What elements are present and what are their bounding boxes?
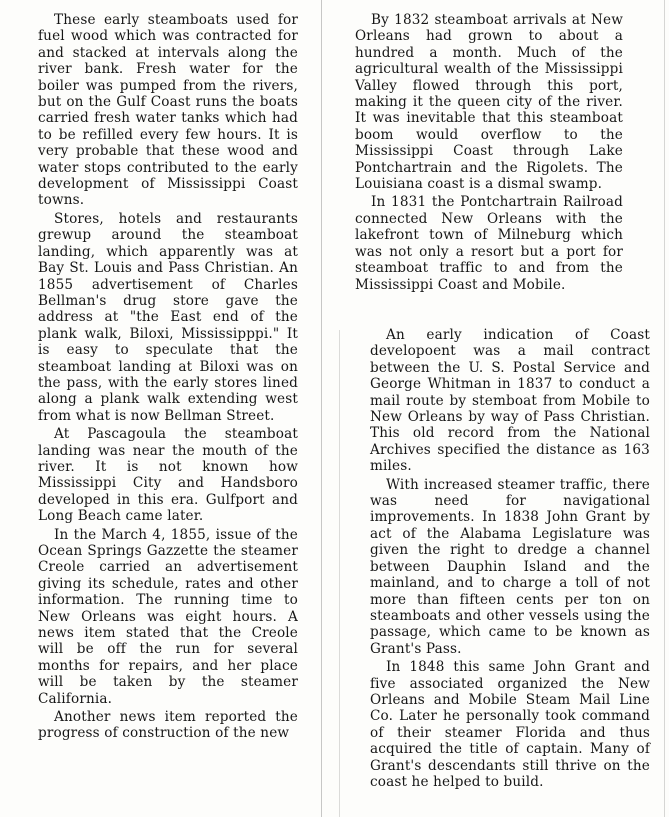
right-column <box>355 12 623 295</box>
paragraph: In 1848 this same John Grant and five associated organized the New Orleans and Mobile Steam Mail Line Co. Later he personally took command of their steamer Florida and thus acquired the title of captain. Many of Grant's descendants still thrive on the coast he helped to build. <box>370 659 650 790</box>
left-column <box>38 12 298 744</box>
paragraph: Another news item reported the progress of construction of the new <box>38 709 298 742</box>
paragraph: An early indication of Coast developoent was a mail contract between the U. S. Postal Service and George Whitman in 1837 to conduct a mail route by stemboat from Mobile to New Orleans by way of Pass Christian. This old record from the National Archives specified the distance as 163 miles. <box>370 327 650 475</box>
paragraph: By 1832 steamboat arrivals at New Orleans had grown to about a hundred a month. Much of the agricultural wealth of the Mississippi Valley flowed through this port, making it the queen city of the river. It was inevitable that this steamboat boom would overflow to the Mississippi Coast through Lake Pontchartrain and the Rigolets. The Louisiana coast is a dismal swamp. <box>355 12 623 193</box>
paragraph: Stores, hotels and restaurants grewup around the steamboat landing, which apparently was at Bay St. Louis and Pass Christian. An 1855 advertisement of Charles Bellman's drug store gave the address at "the East end of the plank walk, Biloxi, Mississipppi." It is easy to speculate that the steamboat landing at Biloxi was on the pass, with the early stores lined along a plank walk extending west from what is now Bellman Street. <box>38 210 298 424</box>
paragraph: In the March 4, 1855, issue of the Ocean Springs Gazzette the steamer Creole carried an advertisement giving its schedule, rates and other information. The running time to New Orleans was eight hours. A news item stated that the Creole will be off the run for several months for repairs, and her place will be taken by the steamer California. <box>38 526 298 707</box>
paragraph: In 1831 the Pontchartrain Railroad connected New Orleans with the lakefront town of Milneburg which was not only a resort but a port for steamboat traffic to and from the Mississippi Coast and Mobile. <box>355 194 623 293</box>
page-edge-line <box>664 0 665 817</box>
right-column-lower <box>370 327 650 792</box>
column-divider <box>321 0 322 817</box>
column-divider-lower <box>339 330 340 817</box>
paragraph: At Pascagoula the steamboat landing was near the mouth of the river. It is not known how Mississippi City and Handsboro developed in this era. Gulfport and Long Beach came later. <box>38 426 298 525</box>
paragraph: With increased steamer traffic, there was need for navigational improvements. In 1838 John Grant by act of the Alabama Legislature was given the right to dredge a channel between Dauphin Island and the mainland, and to charge a toll of not more than fifteen cents per ton on steamboats and other vessels using the passage, which came to be known as Grant's Pass. <box>370 476 650 657</box>
paragraph: These early steamboats used for fuel wood which was contracted for and stacked at intervals along the river bank. Fresh water for the boiler was pumped from the rivers, but on the Gulf Coast runs the boats carried fresh water tanks which had to be refilled every few hours. It is very probable that these wood and water stops contributed to the early development of Mississippi Coast towns. <box>38 12 298 209</box>
